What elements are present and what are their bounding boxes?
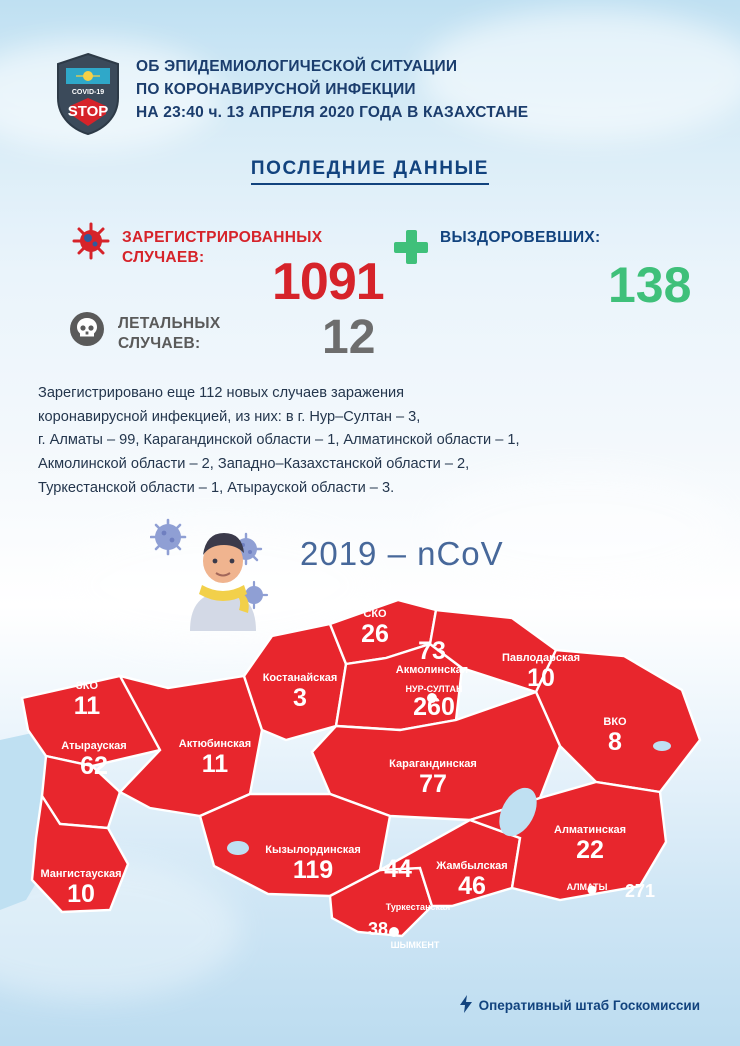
region-name: Мангистауская — [40, 868, 122, 880]
plus-icon — [394, 230, 428, 264]
region-value: 8 — [608, 727, 622, 756]
deaths-value: 12 — [322, 311, 376, 364]
region-name: Карагандинская — [389, 758, 477, 770]
region-label-vko — [584, 716, 646, 755]
note-line-5: Туркестанской области – 1, Атырауской области – 3. — [38, 479, 395, 496]
header-line-2: ПО КОРОНАВИРУСНОЙ ИНФЕКЦИИ — [136, 80, 416, 98]
latest-data-heading — [0, 158, 740, 185]
region-value: 271 — [624, 881, 656, 901]
region-name: Павлодарская — [501, 652, 581, 664]
region-value: 22 — [576, 835, 604, 864]
recovered-block — [426, 222, 601, 248]
region-value: 260 — [413, 693, 455, 722]
recovered-value: 138 — [608, 257, 692, 313]
statistics-section — [0, 218, 740, 368]
note-line-4: Акмолинской области – 2, Западно–Казахстанской области – 2, — [38, 455, 470, 472]
registered-label-line2: СЛУЧАЕВ: — [122, 249, 205, 267]
header-line-3: НА 23:40 ч. 13 АПРЕЛЯ 2020 ГОДА В КАЗАХСТАНЕ — [136, 103, 529, 121]
region-value: 10 — [67, 879, 95, 908]
region-name: СКО — [363, 608, 387, 620]
region-name: Жамбылская — [436, 860, 508, 872]
region-label-aktobe — [160, 738, 270, 777]
footer-text: Оперативный штаб Госкомиссии — [478, 998, 700, 1013]
region-value: 77 — [419, 769, 447, 798]
svg-text:STOP: STOP — [67, 103, 109, 120]
deaths-label-line1: ЛЕТАЛЬНЫХ — [118, 315, 221, 332]
region-value: 3 — [293, 683, 307, 712]
region-label-almaty-city-name — [562, 882, 612, 892]
region-value: 26 — [361, 619, 389, 648]
region-name: ВКО — [603, 716, 627, 728]
skull-icon — [68, 310, 106, 348]
region-name: Алматинская — [554, 824, 626, 836]
note-line-1: Зарегистрировано еще 112 новых случаев заражения — [38, 385, 405, 401]
region-value: 73 — [418, 637, 446, 665]
region-name: НУР-СУЛТАН — [405, 684, 463, 694]
region-label-shymkent-name — [384, 940, 446, 950]
region-label-almaty-region — [534, 824, 646, 863]
region-label-shymkent — [358, 920, 398, 939]
virus-icon — [72, 222, 110, 260]
region-value: 11 — [73, 691, 101, 720]
region-label-kostanay — [246, 672, 354, 711]
region-value: 38 — [367, 919, 389, 939]
note-line-3: г. Алматы – 99, Карагандинской области – 1, Алматинской области – 1, — [38, 432, 520, 449]
region-label-turkestan-name — [380, 902, 456, 912]
deaths-label — [118, 314, 221, 354]
region-name: Кызылординская — [265, 844, 361, 856]
region-value: 10 — [527, 663, 555, 692]
svg-text:COVID-19: COVID-19 — [71, 89, 105, 96]
kazakhstan-map — [0, 580, 740, 1000]
region-value: 44 — [384, 855, 412, 883]
region-name: ШЫМКЕНТ — [390, 940, 440, 950]
ncov-title: 2019 – nCoV — [300, 535, 504, 572]
registered-cases-value: 1091 — [272, 253, 384, 311]
header — [0, 50, 740, 136]
region-label-zhambyl — [420, 860, 524, 899]
footer — [460, 995, 700, 1016]
deaths-label-line2: СЛУЧАЕВ: — [118, 335, 201, 353]
region-label-mangystau — [22, 868, 140, 907]
region-name: Актюбинская — [178, 738, 252, 750]
note-line-2: коронавирусной инфекцией, из них: в г. Нур–Султан – 3, — [38, 408, 421, 425]
region-label-almaty-city — [608, 882, 672, 901]
region-value: 11 — [201, 749, 229, 778]
header-title — [136, 56, 528, 125]
region-label-turkestan — [374, 856, 422, 882]
recovered-label: ВЫЗДОРОВЕВШИХ: — [440, 229, 601, 246]
region-label-akmola — [382, 638, 482, 677]
region-name: ЗКО — [75, 680, 99, 692]
region-label-karaganda — [368, 758, 498, 797]
region-value: 62 — [80, 751, 108, 780]
region-name: Атырауская — [61, 740, 127, 752]
region-label-atyrau — [44, 740, 144, 779]
region-label-kyzylorda — [248, 844, 378, 883]
region-label-pavlodar — [486, 652, 596, 691]
new-cases-note — [38, 382, 718, 500]
region-name: Костанайская — [262, 672, 338, 684]
region-name: Акмолинская — [395, 664, 469, 677]
bolt-icon — [460, 995, 472, 1016]
region-value: 46 — [458, 871, 486, 900]
registered-label-line1: ЗАРЕГИСТРИРОВАННЫХ — [122, 229, 323, 246]
header-line-1: ОБ ЭПИДЕМИОЛОГИЧЕСКОЙ СИТУАЦИИ — [136, 58, 458, 75]
region-value: 119 — [292, 855, 334, 884]
region-label-nursultan — [378, 684, 490, 721]
region-label-zko — [52, 680, 122, 719]
stop-covid-shield-icon — [54, 52, 122, 136]
deaths-block — [68, 310, 221, 354]
region-name: Туркестанская — [385, 902, 451, 912]
region-name: АЛМАТЫ — [566, 882, 608, 892]
latest-data-label: ПОСЛЕДНИЕ ДАННЫЕ — [251, 158, 489, 185]
